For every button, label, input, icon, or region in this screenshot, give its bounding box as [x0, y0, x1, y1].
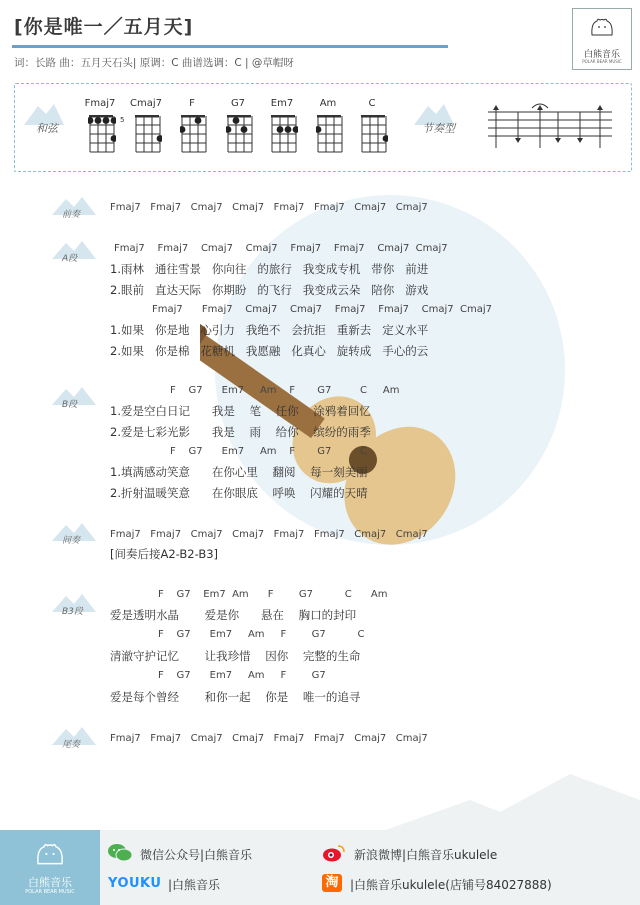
interlude-section-label: 间奏	[62, 536, 81, 546]
chord-diagram-g7	[226, 114, 254, 156]
chord-label: 和弦	[36, 122, 58, 135]
finger-dot	[226, 126, 231, 133]
b1-lyric-1: 1.爱是空白日记 我是 笔 任你 涂鸦着回忆	[110, 404, 371, 418]
finger-dot	[180, 126, 185, 133]
b2-lyric-2: 2.折射温暖笑意 在你眼底 呼唤 闪耀的天晴	[110, 486, 368, 500]
page-title: [你是唯一／五月天]	[14, 16, 194, 38]
brand-sub: POLAR BEAR MUSIC	[582, 59, 622, 64]
b3-chords-1: F G7 Em7 Am F G7 C Am	[158, 589, 388, 600]
finger-dot	[111, 117, 116, 124]
finger-dot	[383, 135, 388, 142]
wechat-text: 微信公众号|白熊音乐	[140, 848, 253, 862]
a1-lyric-1: 1.雨林 通往雪景 你向往 的旅行 我变成专机 带你 前进	[110, 262, 429, 276]
outro-section-label: 尾奏	[62, 740, 81, 750]
ukulele-watermark	[200, 180, 600, 560]
a1-lyric-2: 2.眼前 直达天际 你期盼 的飞行 我变成云朵 陪你 游戏	[110, 283, 429, 297]
finger-dot	[88, 117, 93, 124]
finger-dot	[316, 126, 321, 133]
b2-lyric-1: 1.填满感动笑意 在你心里 翻阅 每一刻美丽	[110, 465, 368, 479]
finger-dot	[241, 126, 248, 133]
b1-chords: F G7 Em7 Am F G7 C Am	[170, 385, 400, 396]
youku-logo: YOUKU	[108, 876, 162, 891]
b3-lyric-1: 爱是透明水晶 爱是你 悬在 胸口的封印	[110, 608, 357, 622]
chord-diagram-am	[316, 114, 344, 156]
finger-dot	[103, 117, 110, 124]
chord-name-f: F	[189, 98, 195, 109]
finger-dot	[293, 126, 298, 133]
chord-name-c: C	[368, 98, 376, 109]
interlude-note: [间奏后接A2-B2-B3]	[110, 547, 219, 561]
title-underline	[12, 45, 448, 48]
a-section-label: A段	[62, 254, 78, 264]
outro-chords: Fmaj7 Fmaj7 Cmaj7 Cmaj7 Fmaj7 Fmaj7 Cmaj7 Cmaj7	[110, 733, 428, 744]
finger-dot	[111, 135, 116, 142]
taobao-text: |白熊音乐ukulele(店铺号84027888)	[350, 878, 552, 892]
finger-dot	[195, 117, 202, 124]
b3-lyric-3: 爱是每个曾经 和你一起 你是 唯一的追寻	[110, 690, 361, 704]
song-credits: 词：长路 曲：五月天石头| 原调：C 曲谱选调：C | @草帽呀	[14, 57, 294, 69]
brand-logo	[572, 8, 632, 70]
b1-lyric-2: 2.爱是七彩光影 我是 雨 给你 缤纷的雨季	[110, 425, 371, 439]
a2-chords: Fmaj7 Fmaj7 Cmaj7 Cmaj7 Fmaj7 Fmaj7 Cmaj7 Cmaj7	[152, 304, 493, 315]
chord-name-cmaj7: Cmaj7	[130, 98, 162, 109]
chord-name-g7: G7	[230, 98, 246, 109]
brand-name: 白熊音乐	[583, 50, 620, 60]
intro-section-label: 前奏	[62, 210, 81, 220]
b3-section-label: B3段	[62, 607, 83, 617]
b3-chords-2: F G7 Em7 Am F G7 C	[158, 629, 365, 640]
bear-icon	[34, 842, 66, 866]
finger-dot	[157, 135, 162, 142]
rhythm-pattern	[488, 102, 612, 152]
chord-name-am: Am	[319, 98, 337, 109]
footer-mountains	[380, 770, 640, 832]
taobao-icon: 淘	[322, 874, 342, 892]
chord-diagram-c	[360, 114, 388, 156]
footer-brand-name: 白熊音乐	[28, 876, 72, 889]
finger-dot	[285, 126, 292, 133]
chord-name-fmaj7: Fmaj7	[84, 98, 116, 109]
finger-dot	[95, 117, 102, 124]
b3-lyric-2: 清澈守护记忆 让我珍惜 因你 完整的生命	[110, 649, 361, 663]
finger-dot	[233, 117, 240, 124]
chord-diagram-cmaj7	[134, 114, 162, 156]
weibo-icon	[322, 843, 346, 863]
weibo-text: 新浪微博|白熊音乐ukulele	[354, 848, 498, 862]
rhythm-label: 节奏型	[422, 122, 455, 135]
chord-diagram-f	[180, 114, 208, 156]
fmaj7-fret-number: 5	[120, 116, 125, 124]
b3-chords-3: F G7 Em7 Am F G7	[158, 670, 326, 681]
a2-lyric-1: 1.如果 你是地 心引力 我绝不 会抗拒 重新去 定义水平	[110, 323, 429, 337]
interlude-chords: Fmaj7 Fmaj7 Cmaj7 Cmaj7 Fmaj7 Fmaj7 Cmaj7 Cmaj7	[110, 529, 428, 540]
b-section-label: B段	[62, 400, 78, 410]
b2-chords: F G7 Em7 Am F G7 C	[170, 446, 367, 457]
footer-brand-logo	[0, 830, 100, 905]
chord-diagram-fmaj7	[88, 114, 116, 156]
intro-chords: Fmaj7 Fmaj7 Cmaj7 Cmaj7 Fmaj7 Fmaj7 Cmaj7 Cmaj7	[110, 202, 428, 213]
bear-icon	[589, 17, 615, 37]
chord-diagram-em7	[270, 114, 298, 156]
a1-chords: Fmaj7 Fmaj7 Cmaj7 Cmaj7 Fmaj7 Fmaj7 Cmaj7 Cmaj7	[114, 243, 448, 254]
a2-lyric-2: 2.如果 你是棉 花糖机 我愿融 化真心 旋转成 手心的云	[110, 344, 429, 358]
youku-text: |白熊音乐	[168, 878, 221, 892]
footer-brand-sub: POLAR BEAR MUSIC	[25, 889, 75, 895]
finger-dot	[277, 126, 284, 133]
wechat-icon	[108, 843, 132, 863]
chord-name-em7: Em7	[270, 98, 294, 109]
